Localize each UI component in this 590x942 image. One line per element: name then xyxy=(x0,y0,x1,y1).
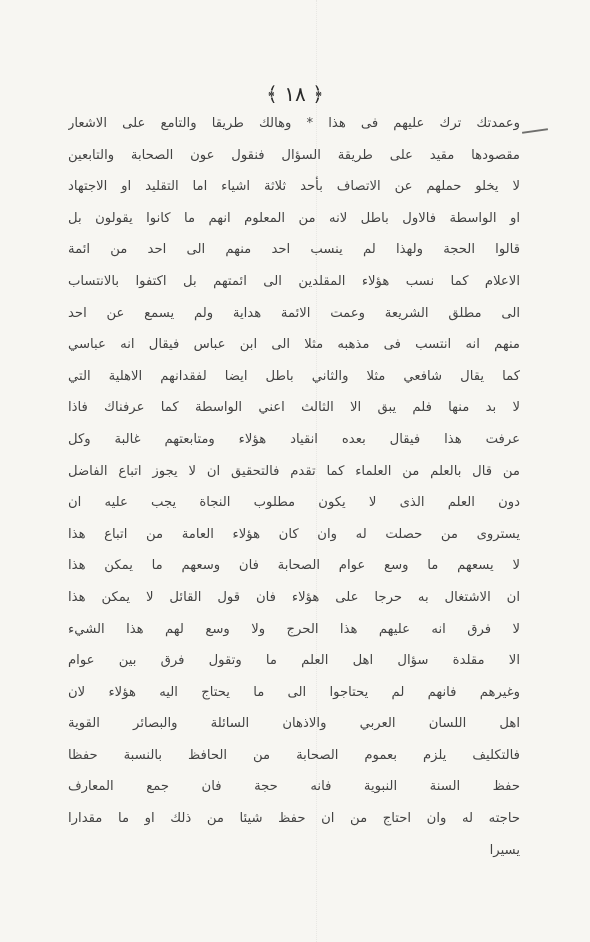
text-line: لا بد منها فلم يبق الا الثالث اعني الواسطة كما عرفناك فاذا xyxy=(68,400,520,416)
margin-annotation-mark xyxy=(522,128,548,134)
text-line: الا مقلدة سؤال اهل العلم ما وتقول فرق بين عوام xyxy=(68,653,520,669)
page-number: ﴿ ١٨ ﴾ xyxy=(266,82,324,106)
text-line: منهم انه انتسب فى مذهبه مثلا الى ابن عباس فيقال انه عباسي xyxy=(68,337,520,353)
text-line: كما يقال شافعي مثلا والثاني باطل ايضا لفقدانهم الاهلية التي xyxy=(68,368,520,384)
text-line: لا يخلو حملهم عن الاتصاف بأحد ثلاثة اشياء اما التقليد او الاجتهاد xyxy=(68,179,520,195)
text-line: يستروى من حصلت له وان كان هؤلاء العامة من اتباع هذا xyxy=(68,526,520,542)
text-line: فالتكليف يلزم بعموم الصحابة من الحافظ بالنسبة حفظا xyxy=(68,747,520,763)
text-line: ان الاشتغال به حرجا على هؤلاء فان قول القائل لا يمكن هذا xyxy=(68,589,520,605)
text-line: وغيرهم فانهم لم يحتاجوا الى ما يحتاج اليه هؤلاء لان xyxy=(68,684,520,700)
text-line: دون العلم الذى لا يكون مطلوب النجاة يجب عليه ان xyxy=(68,495,520,511)
text-line: من قال بالعلم من العلماء كما تقدم فالتحقيق ان لا يجوز اتباع الفاضل xyxy=(68,463,520,479)
text-line: حفظ السنة النبوية فانه حجة فان جمع المعارف xyxy=(68,779,520,795)
text-line: الاعلام كما نسب هؤلاء المقلدين الى ائمتهم بل اكتفوا بالانتساب xyxy=(68,273,520,289)
text-line: لا فرق انه عليهم هذا الحرج ولا وسع لهم هذا الشيء xyxy=(68,621,520,637)
text-line: وعمدتك ترك عليهم فى هذا * وهالك طريقا والتامع على الاشعار xyxy=(68,116,520,131)
text-line: لا يسعهم ما وسع عوام الصحابة فان وسعهم ما يمكن هذا xyxy=(68,558,520,574)
page-body-text xyxy=(68,108,520,866)
text-line: اهل اللسان العربي والاذهان السائلة والبصائر القوية xyxy=(68,716,520,732)
text-line: عرفت هذا فيقال بعده انقياد هؤلاء ومتابعتهم غالبة وكل xyxy=(68,431,520,447)
text-line: يسيرا xyxy=(489,842,520,858)
text-line: الى مطلق الشريعة وعمت الائمة هداية ولم يسمع عن احد xyxy=(68,305,520,321)
text-line: حاجته له وان احتاج من ان حفظ شيئا من ذلك او ما مقدارا xyxy=(68,811,520,827)
text-line: مقصودها مقيد على طريقة السؤال فنقول عون الصحابة والتابعين xyxy=(68,147,520,163)
text-line: او الواسطة فالاول باطل لانه من المعلوم انهم ما كانوا يقولون بل xyxy=(68,210,520,226)
text-line: قالوا الحجة ولهذا لم ينسب احد منهم الى احد من ائمة xyxy=(68,242,520,258)
